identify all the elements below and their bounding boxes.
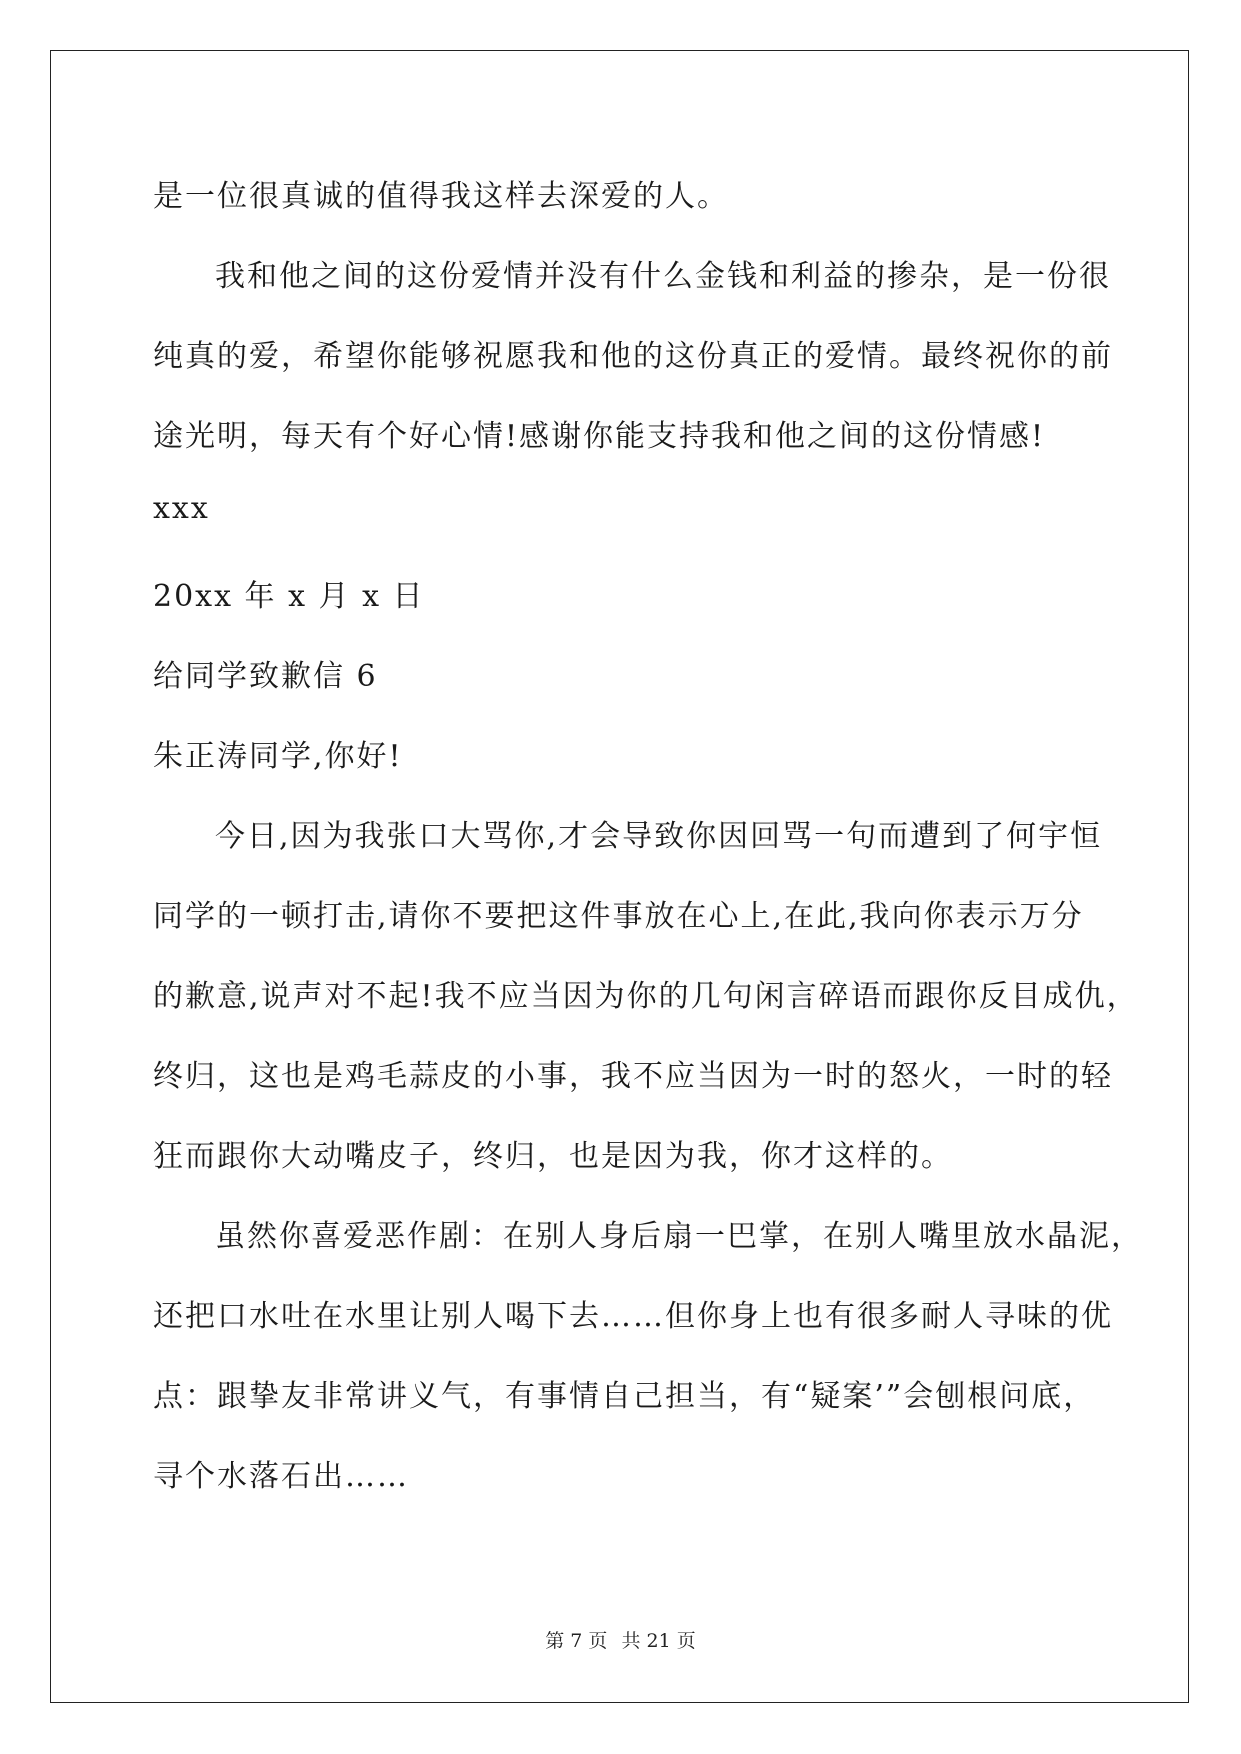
section-title: 给同学致歉信 6 <box>153 659 378 694</box>
paragraph-line: 今日,因为我张口大骂你,才会导致你因回骂一句而遭到了何宇恒 <box>215 819 1103 854</box>
text-line: 是一位很真诚的值得我这样去深爱的人。 <box>153 179 729 214</box>
text-line: 点：跟挚友非常讲义气，有事情自己担当，有“疑案’”会刨根问底， <box>153 1379 1096 1414</box>
salutation: 朱正涛同学,你好! <box>153 739 403 774</box>
paragraph-line: 虽然你喜爱恶作剧：在别人身后扇一巴掌，在别人嘴里放水晶泥， <box>215 1219 1143 1254</box>
page-footer <box>0 1626 1241 1653</box>
date-line: 20xx 年 x 月 x 日 <box>153 579 425 614</box>
page-number: 第 7 页 <box>545 1630 608 1652</box>
text-line: 寻个水落石出…… <box>153 1459 409 1494</box>
text-line: 的歉意,说声对不起!我不应当因为你的几句闲言碎语而跟你反目成仇， <box>153 979 1139 1014</box>
paragraph-line: 我和他之间的这份爱情并没有什么金钱和利益的掺杂，是一份很 <box>215 259 1111 294</box>
text-line: 还把口水吐在水里让别人喝下去……但你身上也有很多耐人寻味的优 <box>153 1299 1113 1334</box>
text-line: 狂而跟你大动嘴皮子，终归，也是因为我，你才这样的。 <box>153 1139 953 1174</box>
text-line: 同学的一顿打击,请你不要把这件事放在心上,在此,我向你表示万分 <box>153 899 1084 934</box>
text-line: 途光明，每天有个好心情!感谢你能支持我和他之间的这份情感! <box>153 419 1046 454</box>
page-total: 共 21 页 <box>621 1630 696 1652</box>
text-line: 终归，这也是鸡毛蒜皮的小事，我不应当因为一时的怒火，一时的轻 <box>153 1059 1113 1094</box>
signature: xxx <box>153 491 210 526</box>
text-line: 纯真的爱，希望你能够祝愿我和他的这份真正的爱情。最终祝你的前 <box>153 339 1113 374</box>
